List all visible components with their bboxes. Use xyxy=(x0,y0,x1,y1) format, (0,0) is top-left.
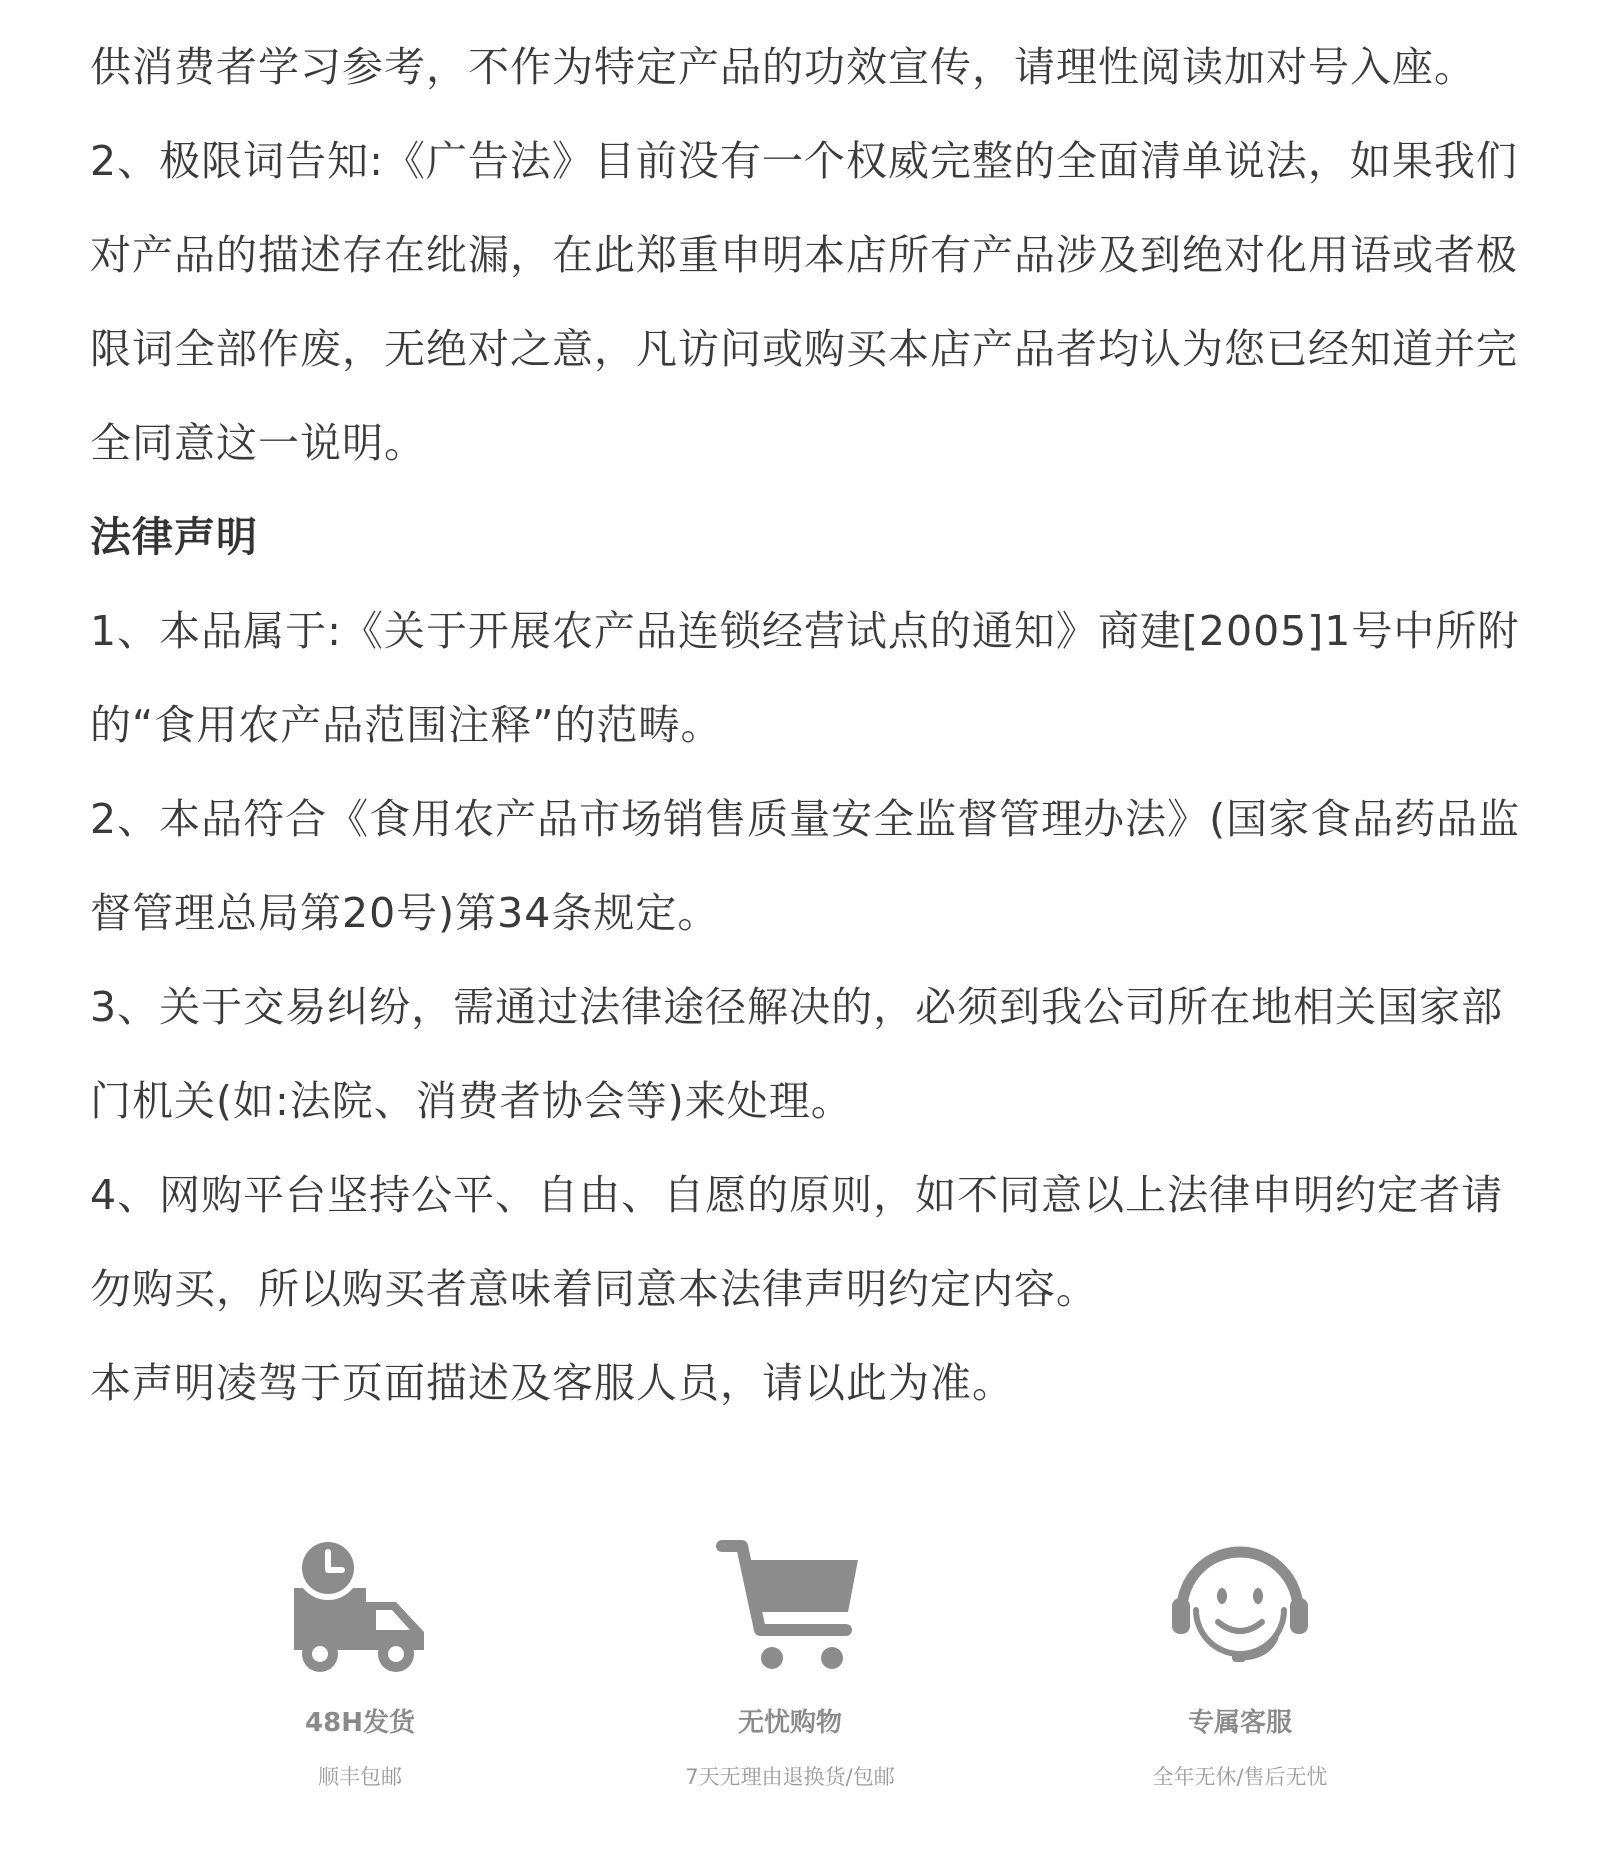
notice-content xyxy=(90,20,1530,1430)
legal-line: 本声明凌驾于页面描述及客服人员，请以此为准。 xyxy=(90,1359,1014,1407)
legal-line: 1、本品属于:《关于开展农产品连锁经营试点的通知》商建[2005]1号中所附 xyxy=(90,607,1520,655)
feature-subtitle: 全年无休/售后无忧 xyxy=(1152,1765,1328,1789)
feature-worry-free-shopping xyxy=(630,1530,950,1791)
feature-customer-service xyxy=(1080,1530,1400,1791)
legal-line: 勿购买，所以购买者意味着同意本法律声明约定内容。 xyxy=(90,1265,1098,1313)
feature-subtitle: 顺丰包邮 xyxy=(318,1765,402,1789)
feature-title: 无忧购物 xyxy=(737,1708,842,1738)
notice-line: 2、极限词告知:《广告法》目前没有一个权威完整的全面清单说法，如果我们 xyxy=(90,137,1518,185)
legal-line: 2、本品符合《食用农产品市场销售质量安全监督管理办法》(国家食品药品监 xyxy=(90,795,1521,843)
customer-service-headset-icon xyxy=(1160,1530,1320,1680)
delivery-truck-clock-icon xyxy=(280,1530,440,1680)
shopping-cart-icon xyxy=(710,1530,870,1680)
notice-line: 全同意这一说明。 xyxy=(90,419,426,467)
notice-line: 供消费者学习参考，不作为特定产品的功效宣传，请理性阅读加对号入座。 xyxy=(90,43,1476,91)
legal-heading: 法律声明 xyxy=(90,513,258,561)
legal-line: 3、关于交易纠纷，需通过法律途径解决的，必须到我公司所在地相关国家部 xyxy=(90,983,1504,1031)
notice-line: 对产品的描述存在纰漏，在此郑重申明本店所有产品涉及到绝对化用语或者极 xyxy=(90,231,1518,279)
feature-title: 专属客服 xyxy=(1187,1708,1292,1738)
notice-line: 限词全部作废，无绝对之意，凡访问或购买本店产品者均认为您已经知道并完 xyxy=(90,325,1518,373)
feature-title: 48H发货 xyxy=(305,1708,415,1738)
legal-line: 的“食用农产品范围注释”的范畴。 xyxy=(90,701,723,749)
legal-line: 督管理总局第20号)第34条规定。 xyxy=(90,889,720,937)
feature-subtitle: 7天无理由退换货/包邮 xyxy=(685,1765,895,1789)
legal-line: 门机关(如:法院、消费者协会等)来处理。 xyxy=(90,1077,853,1125)
legal-line: 4、网购平台坚持公平、自由、自愿的原则，如不同意以上法律申明约定者请 xyxy=(90,1171,1504,1219)
feature-fast-delivery xyxy=(200,1530,520,1791)
service-features xyxy=(0,1530,1600,1810)
